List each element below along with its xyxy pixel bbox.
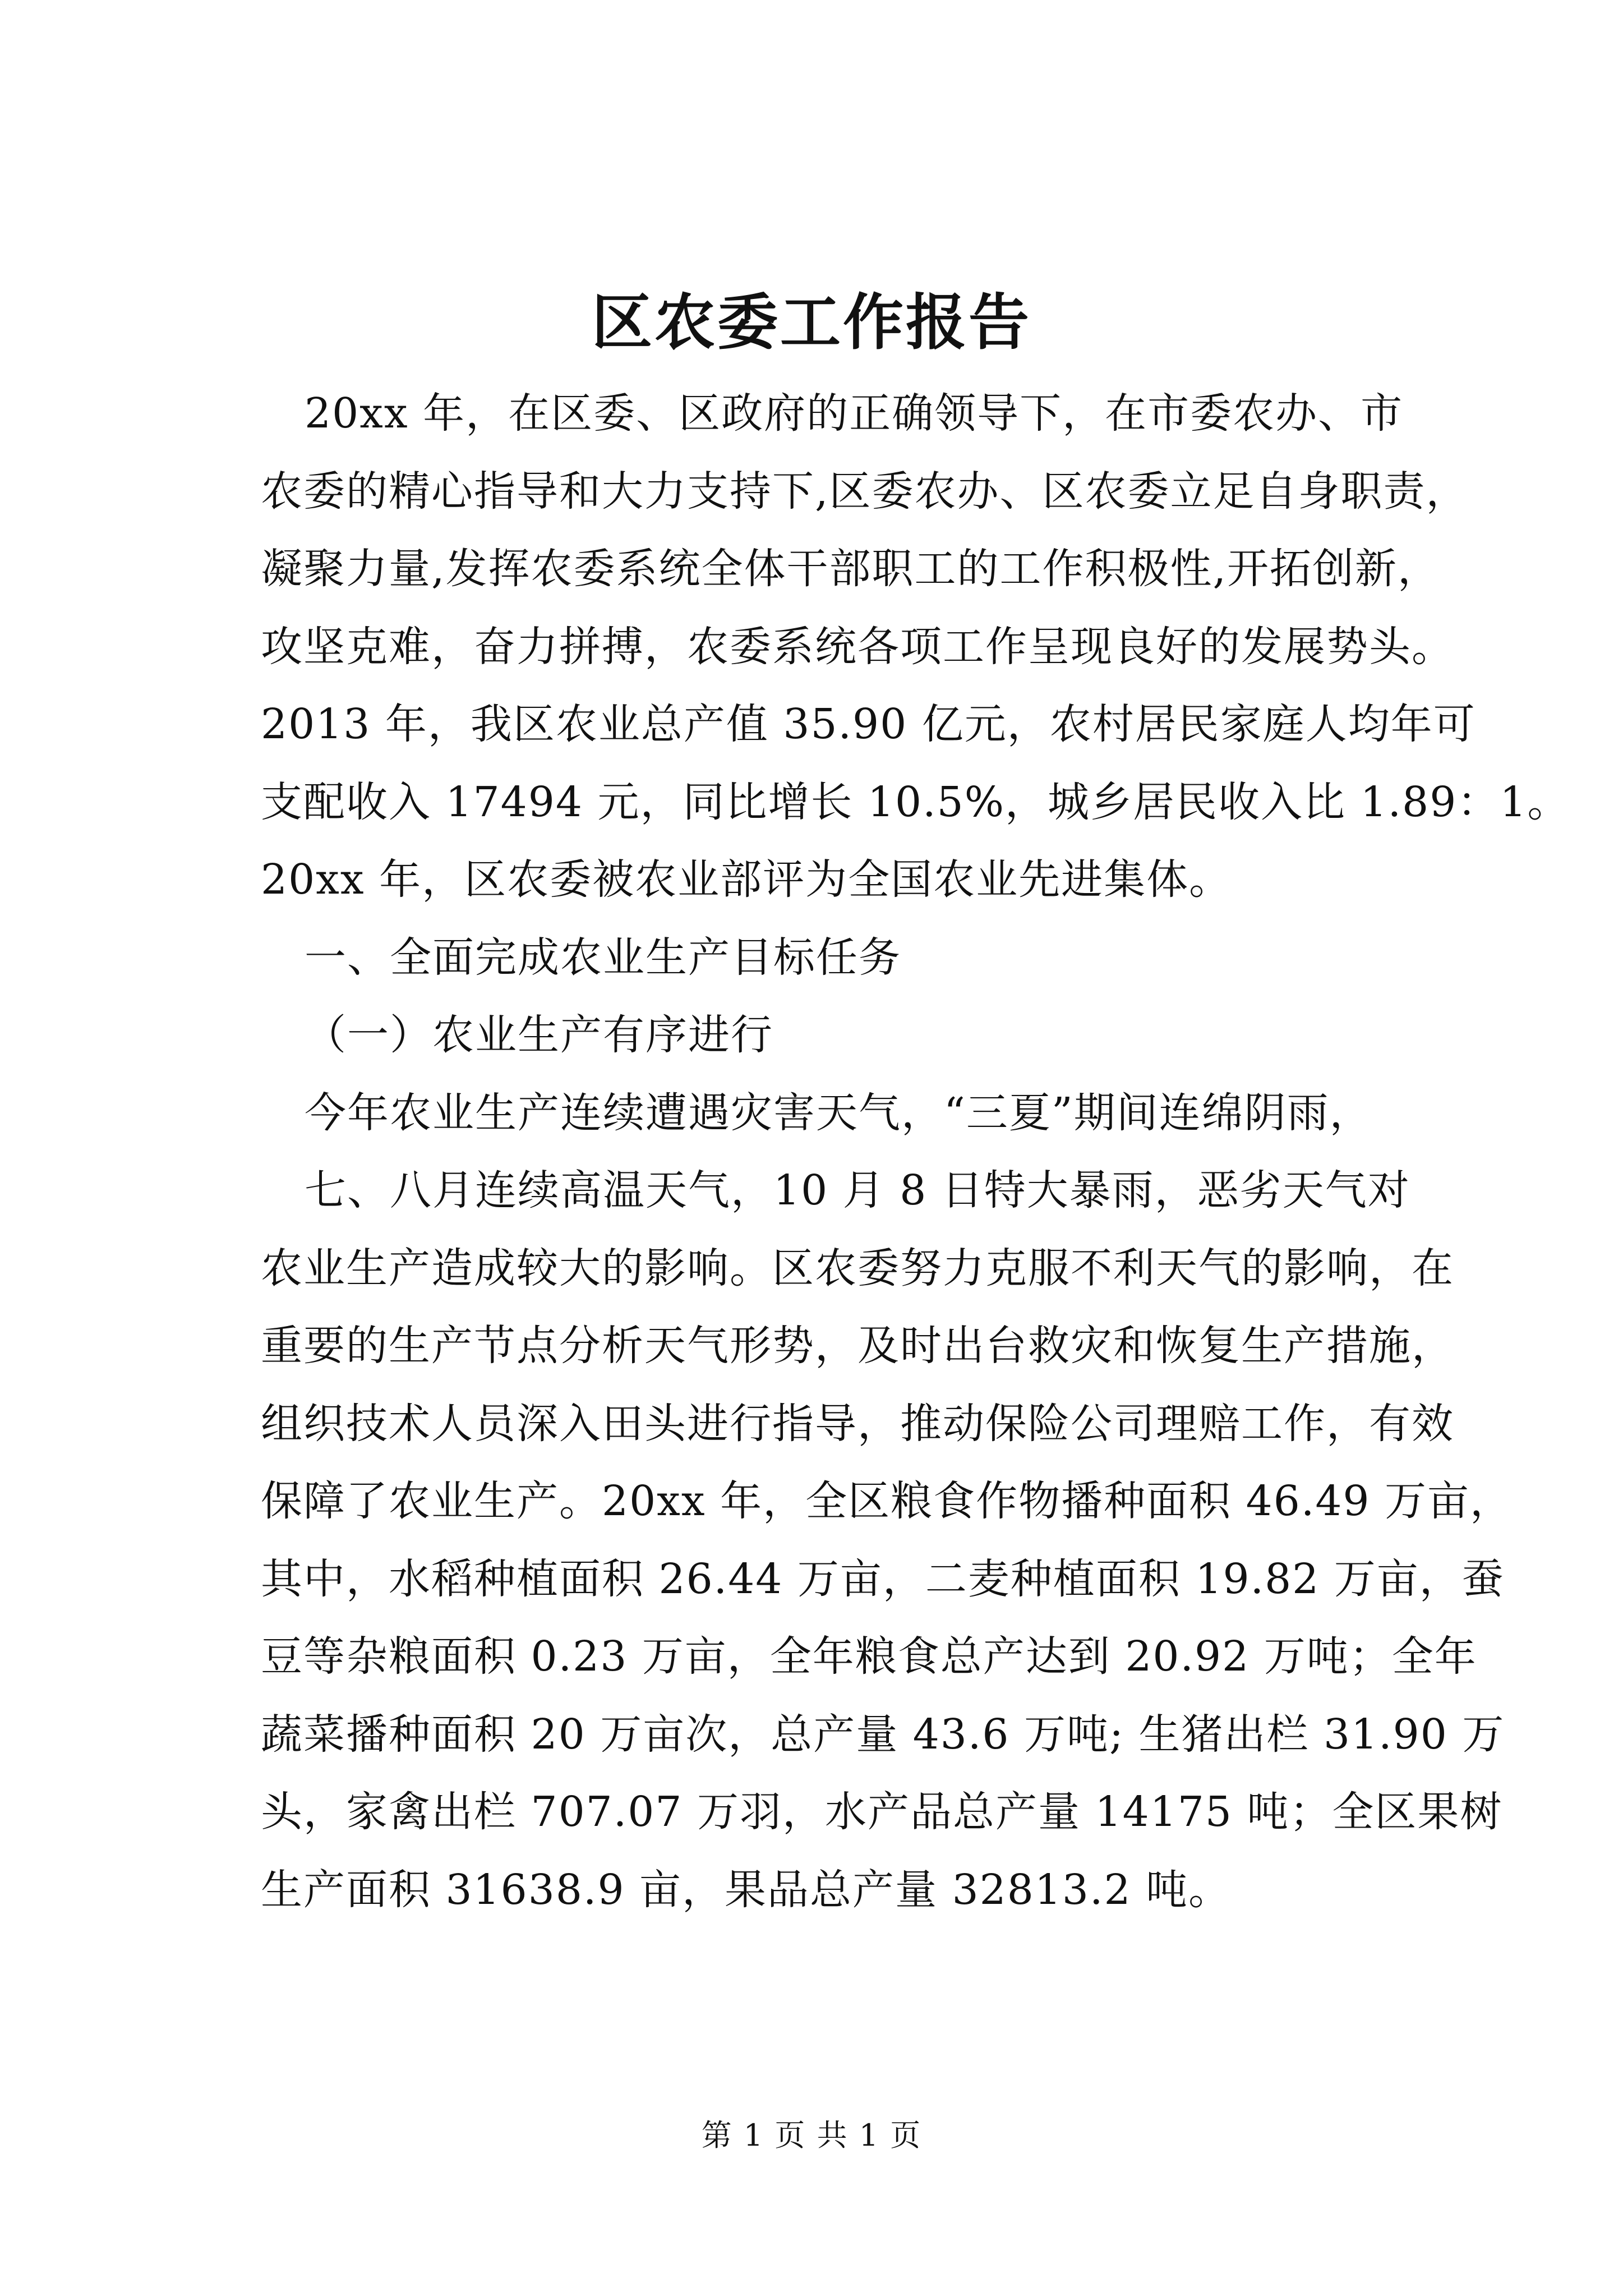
body-line: 凝聚力量,发挥农委系统全体干部职工的工作积极性,开拓创新，	[261, 545, 1441, 593]
body-line: 头，家禽出栏 707.07 万羽，水产品总产量 14175 吨；全区果树	[261, 1788, 1503, 1836]
body-line: 20xx 年，区农委被农业部评为全国农业先进集体。	[261, 855, 1232, 904]
body-line: 攻坚克难，奋力拼搏，农委系统各项工作呈现良好的发展势头。	[261, 622, 1454, 671]
body-line: 组织技术人员深入田头进行指导，推动保险公司理赔工作，有效	[261, 1399, 1454, 1448]
body-line: 农业生产造成较大的影响。区农委努力克服不利天气的影响，在	[261, 1244, 1454, 1292]
section-heading: 一、全面完成农业生产目标任务	[305, 933, 901, 982]
document-body	[261, 375, 1570, 1929]
body-line: 生产面积 31638.9 亩，果品总产量 32813.2 吨。	[261, 1865, 1232, 1914]
body-line: 豆等杂粮面积 0.23 万亩，全年粮食总产达到 20.92 万吨；全年	[261, 1632, 1477, 1681]
body-line: 农委的精心指导和大力支持下,区委农办、区农委立足自身职责，	[261, 467, 1469, 516]
body-line: 其中，水稻种植面积 26.44 万亩，二麦种植面积 19.82 万亩，蚕	[261, 1554, 1505, 1603]
body-line: 保障了农业生产。20xx 年，全区粮食作物播种面积 46.49 万亩，	[261, 1477, 1513, 1525]
body-line: 七、八月连续高温天气，10 月 8 日特大暴雨，恶劣天气对	[305, 1166, 1410, 1214]
body-line: 支配收入 17494 元，同比增长 10.5%，城乡居民收入比 1.89：1。	[261, 777, 1570, 826]
body-line: 20xx 年，在区委、区政府的正确领导下，在市委农办、市	[305, 389, 1404, 438]
document-title: 区农委工作报告	[591, 287, 1031, 358]
body-line: 2013 年，我区农业总产值 35.90 亿元，农村居民家庭人均年可	[261, 700, 1476, 748]
subsection-heading: （一）农业生产有序进行	[305, 1011, 773, 1059]
body-line: 今年农业生产连续遭遇灾害天气，“三夏”期间连绵阴雨，	[305, 1088, 1372, 1137]
body-line: 重要的生产节点分析天气形势，及时出台救灾和恢复生产措施，	[261, 1322, 1454, 1370]
page-footer: 第 1 页 共 1 页	[701, 2118, 922, 2153]
body-line: 蔬菜播种面积 20 万亩次，总产量 43.6 万吨; 生猪出栏 31.90 万	[261, 1710, 1505, 1759]
